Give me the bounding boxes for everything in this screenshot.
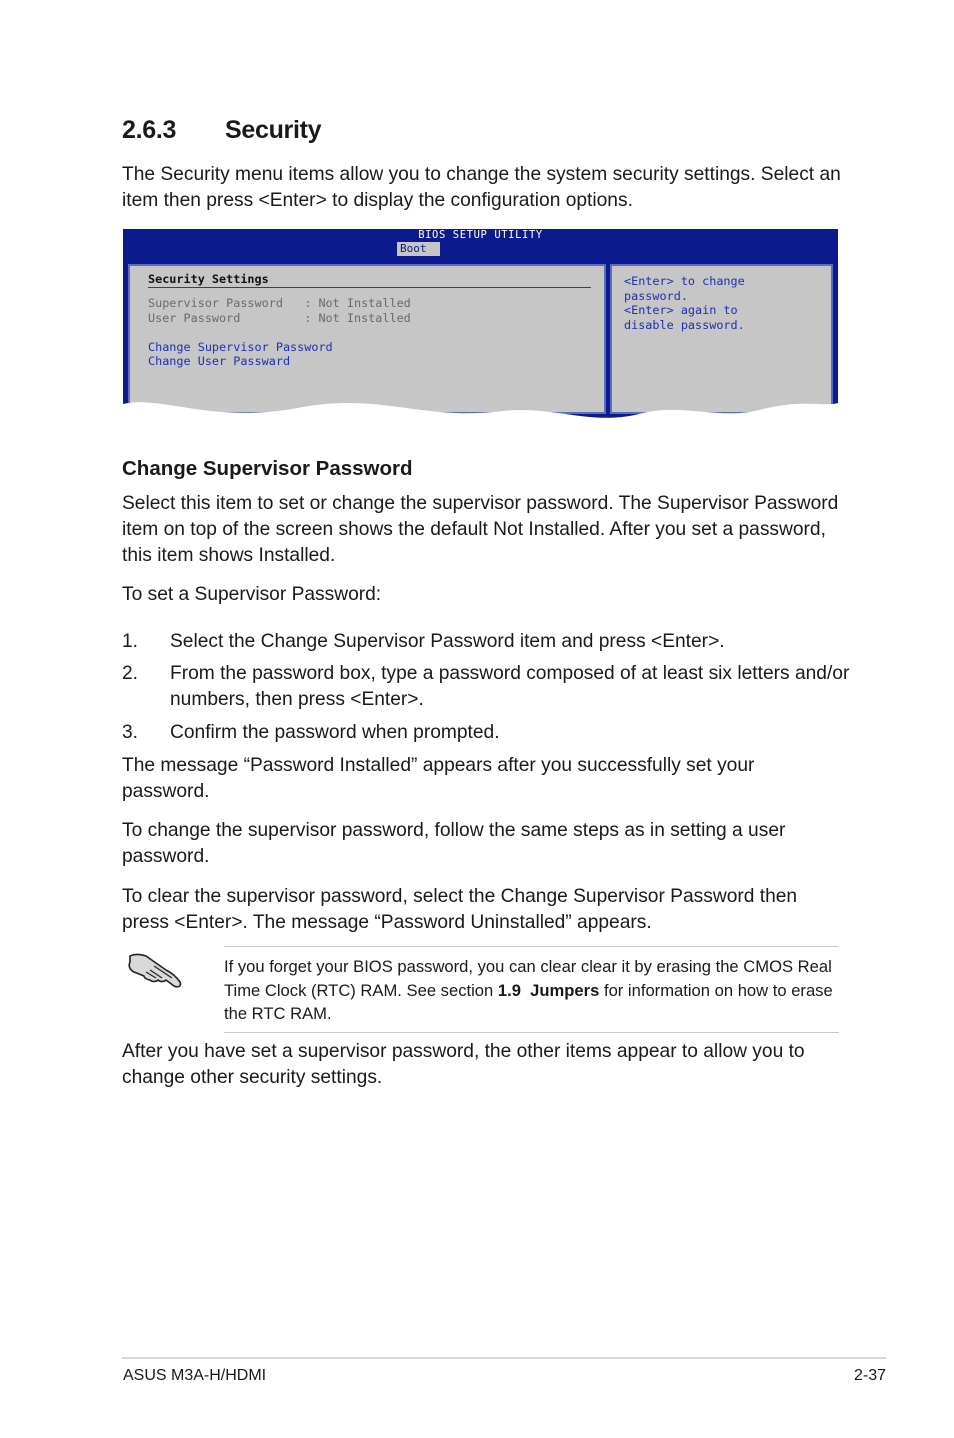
list-number: 2. (122, 663, 139, 684)
list-text: Select the Change Supervisor Password item and press <Enter>. (170, 631, 725, 652)
list-number: 3. (122, 722, 139, 743)
bios-title-bar (123, 229, 838, 259)
section-heading (122, 116, 321, 145)
note-ref-number: 1.9 (497, 980, 521, 1000)
paragraph: To set a Supervisor Password: (122, 584, 382, 605)
bios-panel-heading: Security Settings (148, 272, 269, 286)
intro-paragraph: The Security menu items allow you to change the system security settings. Select an item then press <Enter> to display the configuration options. (122, 164, 841, 211)
note-text (224, 955, 839, 1026)
bios-link-change-supervisor: Change Supervisor Password (148, 339, 333, 354)
footer-product: ASUS M3A-H/HDMI (123, 1367, 267, 1384)
footer-page-number: 2-37 (853, 1367, 886, 1384)
paragraph: After you have set a supervisor password, the other items appear to allow you to change other security settings. (122, 1041, 805, 1088)
bios-help-line: <Enter> again to (624, 303, 738, 318)
bios-row-supervisor: Supervisor Password : Not Installed (148, 296, 411, 310)
list-item (122, 629, 842, 655)
bios-tab-boot: Boot (397, 242, 440, 256)
bios-link-change-user: Change User Passward (148, 354, 291, 369)
section-title: Security (225, 116, 322, 144)
note-bottom-rule (224, 1032, 839, 1033)
bios-help-panel (610, 264, 833, 414)
pointing-hand-icon (126, 944, 186, 997)
paragraph: The message “Password Installed” appears after you successfully set your password. (122, 755, 755, 802)
note-top-rule (224, 946, 839, 947)
section-number: 2.6.3 (122, 116, 177, 144)
torn-edge (123, 397, 838, 437)
list-text: From the password box, type a password composed of at least six letters and/or numbers, then press <Enter>. (170, 663, 850, 710)
bios-help-line: disable password. (624, 317, 745, 332)
note-ref-title: Jumpers (530, 980, 600, 1000)
note-text-after: for information on how to erase the RTC RAM. (224, 980, 833, 1023)
paragraph: Select this item to set or change the supervisor password. The Supervisor Password item on top of the screen shows the default Not Installed. After you set a password, this item shows Installed. (122, 493, 839, 566)
list-item (122, 661, 850, 713)
bios-screenshot (123, 229, 838, 434)
list-item (122, 720, 842, 746)
bios-help-line: <Enter> to change (624, 274, 745, 288)
list-text: Confirm the password when prompted. (170, 722, 500, 743)
footer-rule (122, 1357, 886, 1359)
bios-title: BIOS SETUP UTILITY (418, 229, 543, 241)
bios-divider (148, 287, 591, 288)
bios-row-user: User Password : Not Installed (148, 310, 411, 325)
paragraph: To change the supervisor password, follow the same steps as in setting a user password. (122, 820, 786, 867)
bios-settings-panel (128, 264, 606, 414)
list-number: 1. (122, 631, 139, 652)
subheading-change-supervisor: Change Supervisor Password (122, 457, 413, 480)
bios-help-line: password. (624, 288, 688, 303)
paragraph: To clear the supervisor password, select the Change Supervisor Password then press <Enter>. The message “Password Uninstalled” appears. (122, 886, 798, 933)
note-text-before: If you forget your BIOS password, you can clear clear it by erasing the CMOS Real Time Clock (RTC) RAM. See section (224, 957, 832, 1000)
